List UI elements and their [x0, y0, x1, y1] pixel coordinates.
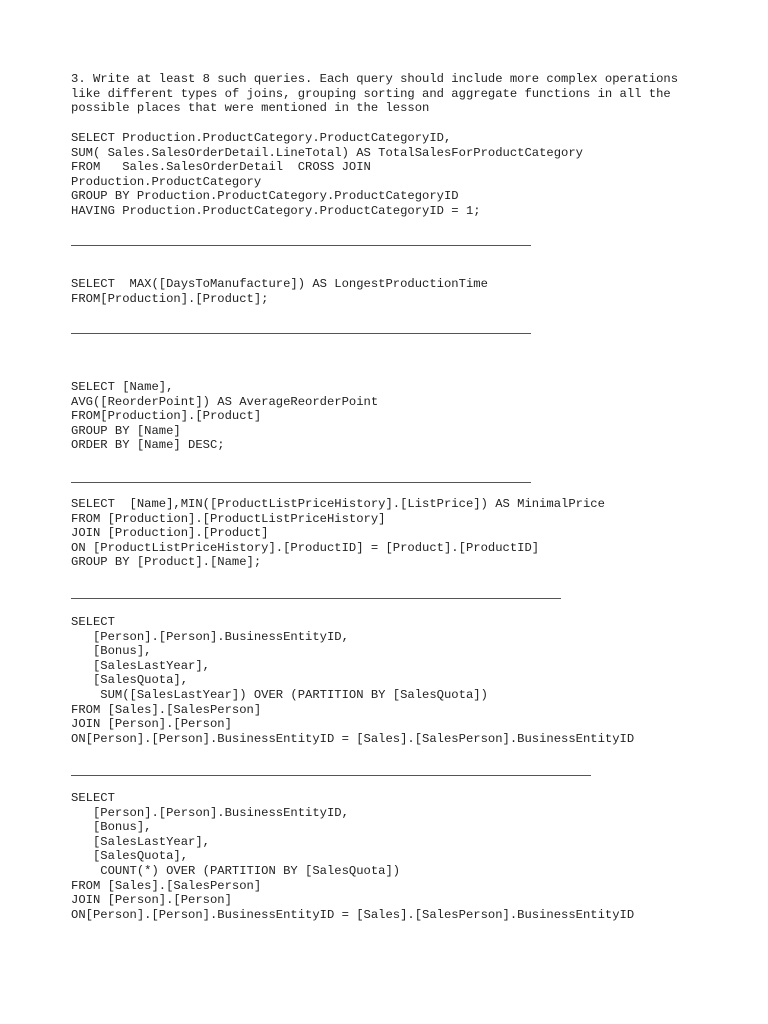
- separator-line-5: [71, 775, 591, 776]
- separator-line-2: [71, 333, 531, 334]
- separator-line-1: [71, 245, 531, 246]
- query-1-sum-cross-join: SELECT Production.ProductCategory.ProductCategoryID, SUM( Sales.SalesOrderDetail.LineTotal) AS TotalSalesForProductCategory FROM Sales.SalesOrderDetail CROSS JOIN Production.ProductCategory GROUP BY Production.ProductCategory.ProductCategoryID HAVING Production.ProductCategory.ProductCategoryID = 1;: [71, 131, 583, 218]
- assignment-prompt: 3. Write at least 8 such queries. Each query should include more complex operations like different types of joins, grouping sorting and aggregate functions in all the possible places that were mentioned in the lesson: [71, 72, 679, 116]
- query-3-avg-group-order: SELECT [Name], AVG([ReorderPoint]) AS AverageReorderPoint FROM[Production].[Product] GROUP BY [Name] ORDER BY [Name] DESC;: [71, 380, 379, 453]
- query-2-max: SELECT MAX([DaysToManufacture]) AS LongestProductionTime FROM[Production].[Product];: [71, 277, 488, 306]
- separator-line-4: [71, 598, 561, 599]
- query-4-min-join: SELECT [Name],MIN([ProductListPriceHistory].[ListPrice]) AS MinimalPrice FROM [Production].[ProductListPriceHistory] JOIN [Production].[Product] ON [ProductListPriceHistory].[ProductID] = [Product].[ProductID] GROUP BY [Product].[Name];: [71, 497, 605, 570]
- separator-line-3: [71, 482, 531, 483]
- query-5-sum-over-partition: SELECT [Person].[Person].BusinessEntityID, [Bonus], [SalesLastYear], [SalesQuota], SUM([SalesLastYear]) OVER (PARTITION BY [SalesQuota]) FROM [Sales].[SalesPerson] JOIN [Person].[Person] ON[Person].[Person].BusinessEntityID = [Sales].[SalesPerson].BusinessEntityID: [71, 615, 635, 746]
- query-6-count-over-partition: SELECT [Person].[Person].BusinessEntityID, [Bonus], [SalesLastYear], [SalesQuota], COUNT(*) OVER (PARTITION BY [SalesQuota]) FROM [Sales].[SalesPerson] JOIN [Person].[Person] ON[Person].[Person].BusinessEntityID = [Sales].[SalesPerson].BusinessEntityID: [71, 791, 635, 922]
